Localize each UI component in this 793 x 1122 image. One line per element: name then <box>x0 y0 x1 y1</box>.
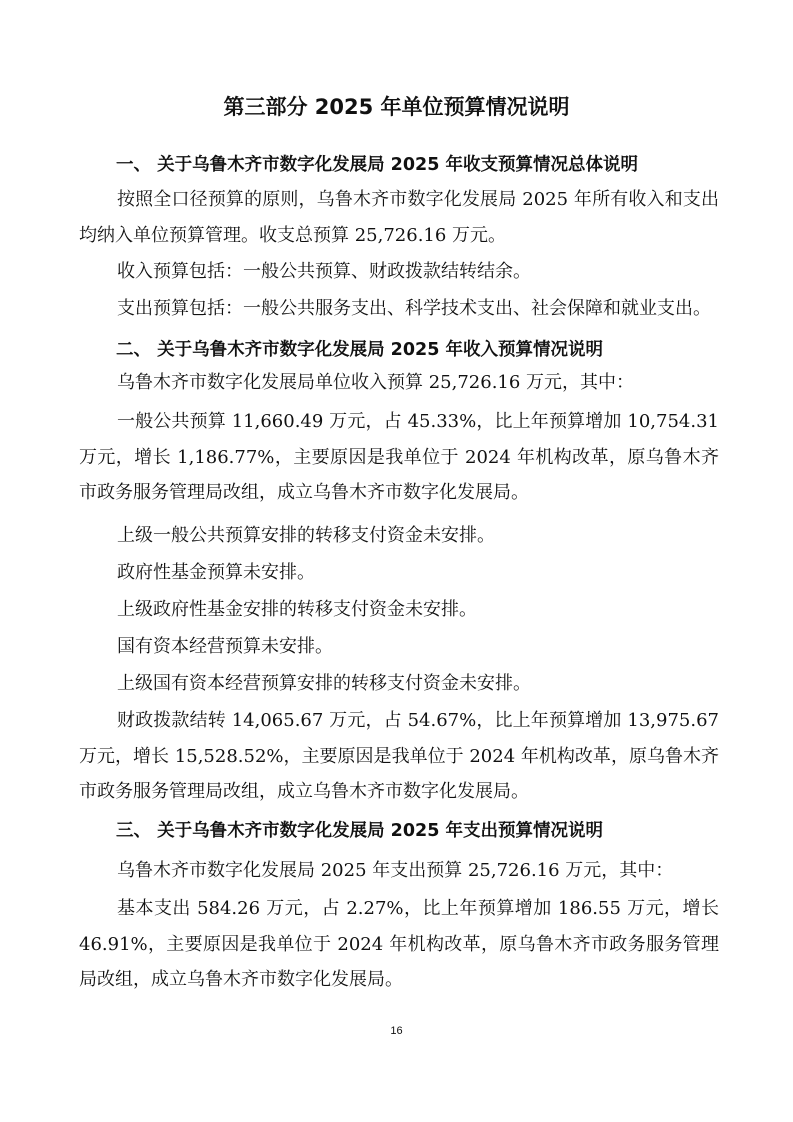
section-heading-1: 一、 关于乌鲁木齐市数字化发展局 2025 年收支预算情况总体说明 <box>116 155 638 175</box>
paragraph: 一般公共预算 11,660.49 万元，占 45.33%，比上年预算增加 10,754.31 万元，增长 1,186.77%，主要原因是我单位于 2024 年机构改革，原乌鲁木齐市政务服务管理局改组，成立乌鲁木齐市数字化发展局。 <box>79 411 719 504</box>
paragraph: 收入预算包括：一般公共预算、财政拨款结转结余。 <box>117 261 531 282</box>
paragraph: 国有资本经营预算未安排。 <box>117 636 333 657</box>
paragraph: 政府性基金预算未安排。 <box>117 562 315 583</box>
paragraph: 上级一般公共预算安排的转移支付资金未安排。 <box>117 525 495 546</box>
paragraph: 乌鲁木齐市数字化发展局 2025 年支出预算 25,726.16 万元，其中： <box>117 860 674 881</box>
paragraph: 上级国有资本经营预算安排的转移支付资金未安排。 <box>117 673 531 694</box>
paragraph: 乌鲁木齐市数字化发展局单位收入预算 25,726.16 万元，其中： <box>117 372 635 393</box>
document-title: 第三部分 2025 年单位预算情况说明 <box>223 95 570 119</box>
section-heading-2: 二、 关于乌鲁木齐市数字化发展局 2025 年收入预算情况说明 <box>116 340 603 360</box>
paragraph: 基本支出 584.26 万元，占 2.27%，比上年预算增加 186.55 万元，增长 46.91%，主要原因是我单位于 2024 年机构改革，原乌鲁木齐市政务服务管理局改组，成立乌鲁木齐市数字化发展局。 <box>79 898 719 991</box>
paragraph: 财政拨款结转 14,065.67 万元，占 54.67%，比上年预算增加 13,975.67 万元，增长 15,528.52%，主要原因是我单位于 2024 年机构改革，原乌鲁木齐市政务服务管理局改组，成立乌鲁木齐市数字化发展局。 <box>79 710 719 803</box>
paragraph: 按照全口径预算的原则，乌鲁木齐市数字化发展局 2025 年所有收入和支出均纳入单位预算管理。收支总预算 25,726.16 万元。 <box>79 189 719 246</box>
paragraph: 支出预算包括：一般公共服务支出、科学技术支出、社会保障和就业支出。 <box>117 298 711 319</box>
section-heading-3: 三、 关于乌鲁木齐市数字化发展局 2025 年支出预算情况说明 <box>116 821 603 841</box>
page-number: 16 <box>390 1025 403 1037</box>
paragraph: 上级政府性基金安排的转移支付资金未安排。 <box>117 599 477 620</box>
